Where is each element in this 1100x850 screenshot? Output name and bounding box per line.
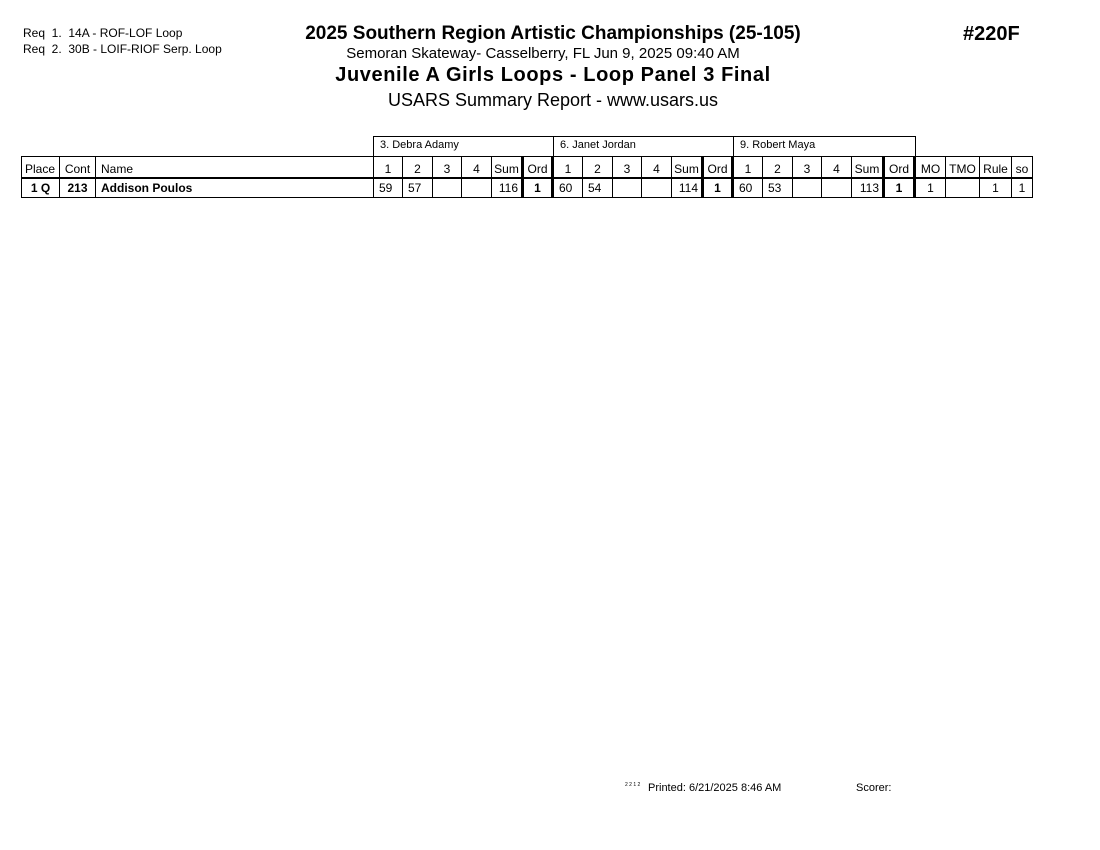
row-j2-ord: 1 bbox=[701, 178, 734, 198]
col-mo: MO bbox=[915, 156, 946, 178]
row-place: 1 Q bbox=[21, 178, 60, 198]
col-j3-2: 2 bbox=[762, 156, 793, 178]
scorer-label: Scorer: bbox=[856, 782, 892, 794]
row-rule: 1 bbox=[979, 178, 1012, 198]
col-place: Place bbox=[21, 156, 60, 178]
requirement-1: Req 1. 14A - ROF-LOF Loop bbox=[23, 26, 183, 40]
col-j1-3: 3 bbox=[432, 156, 462, 178]
col-cont: Cont bbox=[59, 156, 96, 178]
row-j2-sum: 114 bbox=[671, 178, 702, 198]
col-rule: Rule bbox=[979, 156, 1012, 178]
row-j2-score-3 bbox=[612, 178, 642, 198]
col-j3-sum: Sum bbox=[851, 156, 883, 178]
judge-2-header: 6. Janet Jordan bbox=[553, 136, 734, 156]
row-j1-score-4 bbox=[461, 178, 492, 198]
row-j1-sum: 116 bbox=[491, 178, 522, 198]
col-j2-ord: Ord bbox=[701, 156, 734, 178]
row-tmo bbox=[945, 178, 980, 198]
col-j2-1: 1 bbox=[553, 156, 583, 178]
row-j3-score-4 bbox=[821, 178, 852, 198]
col-j1-sum: Sum bbox=[491, 156, 522, 178]
col-j1-2: 2 bbox=[402, 156, 433, 178]
event-name: Juvenile A Girls Loops - Loop Panel 3 Final bbox=[335, 64, 771, 86]
row-j1-score-2: 57 bbox=[402, 178, 433, 198]
row-j2-score-1: 60 bbox=[553, 178, 583, 198]
row-j1-ord: 1 bbox=[521, 178, 554, 198]
row-j1-score-1: 59 bbox=[373, 178, 403, 198]
row-so: 1 bbox=[1011, 178, 1033, 198]
row-j2-score-2: 54 bbox=[582, 178, 613, 198]
col-name: Name bbox=[95, 156, 374, 178]
row-j3-score-3 bbox=[792, 178, 822, 198]
col-j3-1: 1 bbox=[733, 156, 763, 178]
judge-1-header: 3. Debra Adamy bbox=[373, 136, 554, 156]
col-j3-4: 4 bbox=[821, 156, 852, 178]
col-j2-4: 4 bbox=[641, 156, 672, 178]
event-number: #220F bbox=[963, 23, 1020, 45]
row-j3-score-1: 60 bbox=[733, 178, 763, 198]
row-mo: 1 bbox=[915, 178, 946, 198]
row-cont: 213 bbox=[59, 178, 96, 198]
requirement-2: Req 2. 30B - LOIF-RIOF Serp. Loop bbox=[23, 42, 222, 56]
row-j2-score-4 bbox=[641, 178, 672, 198]
col-j1-1: 1 bbox=[373, 156, 403, 178]
col-j3-ord: Ord bbox=[882, 156, 916, 178]
judge-3-header: 9. Robert Maya bbox=[733, 136, 916, 156]
row-j3-ord: 1 bbox=[882, 178, 916, 198]
footer-code: 2 2 1 2 bbox=[625, 782, 641, 788]
col-j1-4: 4 bbox=[461, 156, 492, 178]
printed-timestamp: Printed: 6/21/2025 8:46 AM bbox=[648, 782, 782, 794]
row-j3-score-2: 53 bbox=[762, 178, 793, 198]
report-line: USARS Summary Report - www.usars.us bbox=[387, 90, 719, 110]
col-j3-3: 3 bbox=[792, 156, 822, 178]
col-j2-3: 3 bbox=[612, 156, 642, 178]
row-skater-name: Addison Poulos bbox=[95, 178, 374, 198]
page-title: 2025 Southern Region Artistic Championships (25-105) bbox=[305, 23, 801, 44]
row-j1-score-3 bbox=[432, 178, 462, 198]
col-so: so bbox=[1011, 156, 1033, 178]
venue-date-line: Semoran Skateway- Casselberry, FL Jun 9, 2025 09:40 AM bbox=[346, 45, 740, 62]
col-j2-2: 2 bbox=[582, 156, 613, 178]
col-j1-ord: Ord bbox=[521, 156, 554, 178]
col-tmo: TMO bbox=[945, 156, 980, 178]
row-j3-sum: 113 bbox=[851, 178, 883, 198]
col-j2-sum: Sum bbox=[671, 156, 702, 178]
